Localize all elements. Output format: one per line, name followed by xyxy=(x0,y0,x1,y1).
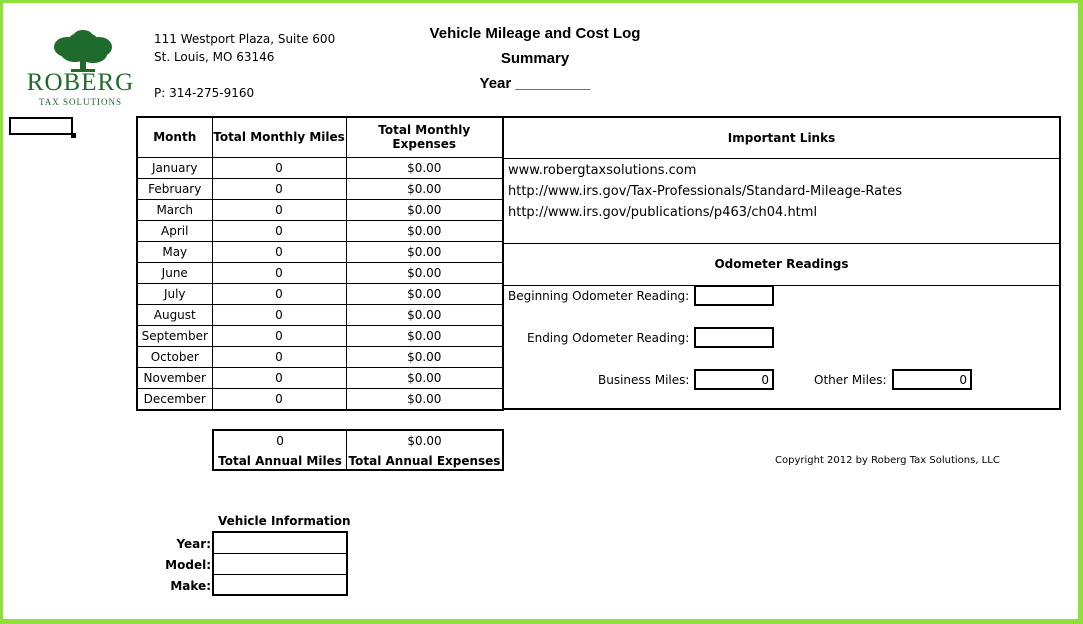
table-row xyxy=(137,388,503,410)
business-miles-value: 0 xyxy=(761,373,769,387)
expenses-cell[interactable]: $0.00 xyxy=(346,178,503,199)
page-title: Vehicle Mileage and Cost Log xyxy=(429,25,641,42)
monthly-summary-table xyxy=(136,116,504,411)
annual-totals-table xyxy=(212,429,504,471)
miles-column-header: Total Monthly Miles xyxy=(212,117,346,157)
month-cell[interactable]: January xyxy=(137,157,212,178)
table-row xyxy=(137,304,503,325)
miles-cell[interactable]: 0 xyxy=(212,346,346,367)
table-row xyxy=(137,220,503,241)
company-tagline: TAX SOLUTIONS xyxy=(38,97,123,107)
table-row xyxy=(137,199,503,220)
total-annual-miles-cell xyxy=(213,430,347,470)
vehicle-year-input[interactable] xyxy=(214,533,346,554)
month-cell[interactable]: February xyxy=(137,178,212,199)
total-annual-expenses-value: $0.00 xyxy=(407,434,442,448)
month-cell[interactable]: May xyxy=(137,241,212,262)
miles-cell[interactable]: 0 xyxy=(212,388,346,410)
business-miles-input[interactable] xyxy=(694,369,774,390)
tree-icon xyxy=(23,29,138,73)
expenses-cell[interactable]: $0.00 xyxy=(346,220,503,241)
spreadsheet-page xyxy=(3,3,1078,619)
expenses-cell[interactable]: $0.00 xyxy=(346,325,503,346)
vehicle-year-label: Year: xyxy=(176,537,211,551)
address-line-1: 111 Westport Plaza, Suite 600 xyxy=(154,32,336,46)
expenses-cell[interactable]: $0.00 xyxy=(346,304,503,325)
table-row xyxy=(137,262,503,283)
expenses-cell[interactable]: $0.00 xyxy=(346,346,503,367)
link-robergtax[interactable]: www.robergtaxsolutions.com xyxy=(508,163,697,178)
expenses-cell[interactable]: $0.00 xyxy=(346,367,503,388)
miles-cell[interactable]: 0 xyxy=(212,157,346,178)
active-cell-selector[interactable] xyxy=(9,117,73,135)
business-miles-label: Business Miles: xyxy=(598,373,690,387)
month-cell[interactable]: August xyxy=(137,304,212,325)
odometer-heading: Odometer Readings xyxy=(504,243,1059,286)
begin-odometer-label: Beginning Odometer Reading: xyxy=(508,289,690,303)
vehicle-model-input[interactable] xyxy=(214,554,346,575)
company-name: ROBERG xyxy=(26,69,135,96)
fill-handle[interactable] xyxy=(71,133,76,138)
links-heading: Important Links xyxy=(504,118,1059,159)
total-annual-expenses-cell xyxy=(347,430,503,470)
expenses-cell[interactable]: $0.00 xyxy=(346,199,503,220)
month-column-header: Month xyxy=(137,117,212,157)
month-cell[interactable]: April xyxy=(137,220,212,241)
other-miles-value: 0 xyxy=(959,373,967,387)
month-cell[interactable]: July xyxy=(137,283,212,304)
expenses-cell[interactable]: $0.00 xyxy=(346,157,503,178)
total-annual-miles-value: 0 xyxy=(276,434,284,448)
miles-cell[interactable]: 0 xyxy=(212,262,346,283)
vehicle-model-label: Model: xyxy=(165,558,211,572)
link-irs-mileage-rates[interactable]: http://www.irs.gov/Tax-Professionals/Standard-Mileage-Rates xyxy=(508,184,902,199)
vehicle-info-heading: Vehicle Information xyxy=(218,514,351,528)
miles-cell[interactable]: 0 xyxy=(212,283,346,304)
table-row xyxy=(137,325,503,346)
month-cell[interactable]: November xyxy=(137,367,212,388)
total-annual-miles-label: Total Annual Miles xyxy=(218,454,342,468)
year-field[interactable]: Year _________ xyxy=(479,75,591,92)
vehicle-info-box xyxy=(212,531,348,596)
miles-cell[interactable]: 0 xyxy=(212,178,346,199)
end-odometer-label: Ending Odometer Reading: xyxy=(527,331,690,345)
vehicle-make-input[interactable] xyxy=(214,575,346,594)
begin-odometer-input[interactable] xyxy=(694,285,774,306)
month-cell[interactable]: October xyxy=(137,346,212,367)
link-irs-p463[interactable]: http://www.irs.gov/publications/p463/ch04.html xyxy=(508,205,818,220)
total-annual-expenses-label: Total Annual Expenses xyxy=(348,454,501,468)
miles-cell[interactable]: 0 xyxy=(212,304,346,325)
table-row xyxy=(137,241,503,262)
table-row xyxy=(137,283,503,304)
month-cell[interactable]: September xyxy=(137,325,212,346)
table-row xyxy=(137,346,503,367)
other-miles-input[interactable] xyxy=(892,369,972,390)
miles-cell[interactable]: 0 xyxy=(212,241,346,262)
month-cell[interactable]: December xyxy=(137,388,212,410)
table-row xyxy=(137,367,503,388)
other-miles-label: Other Miles: xyxy=(814,373,887,387)
phone-number: P: 314-275-9160 xyxy=(154,86,255,100)
page-subtitle: Summary xyxy=(500,50,570,67)
table-row xyxy=(137,178,503,199)
expenses-column-header: Total Monthly Expenses xyxy=(346,117,503,157)
expenses-cell[interactable]: $0.00 xyxy=(346,262,503,283)
miles-cell[interactable]: 0 xyxy=(212,199,346,220)
miles-cell[interactable]: 0 xyxy=(212,367,346,388)
miles-cell[interactable]: 0 xyxy=(212,220,346,241)
copyright-text: Copyright 2012 by Roberg Tax Solutions, LLC xyxy=(775,455,1000,466)
end-odometer-input[interactable] xyxy=(694,327,774,348)
month-cell[interactable]: June xyxy=(137,262,212,283)
month-cell[interactable]: March xyxy=(137,199,212,220)
vehicle-make-label: Make: xyxy=(170,579,211,593)
miles-cell[interactable]: 0 xyxy=(212,325,346,346)
expenses-cell[interactable]: $0.00 xyxy=(346,241,503,262)
expenses-cell[interactable]: $0.00 xyxy=(346,283,503,304)
links-panel xyxy=(503,116,1061,410)
company-logo xyxy=(23,29,138,109)
table-row xyxy=(137,157,503,178)
address-line-2: St. Louis, MO 63146 xyxy=(154,50,275,64)
expenses-cell[interactable]: $0.00 xyxy=(346,388,503,410)
